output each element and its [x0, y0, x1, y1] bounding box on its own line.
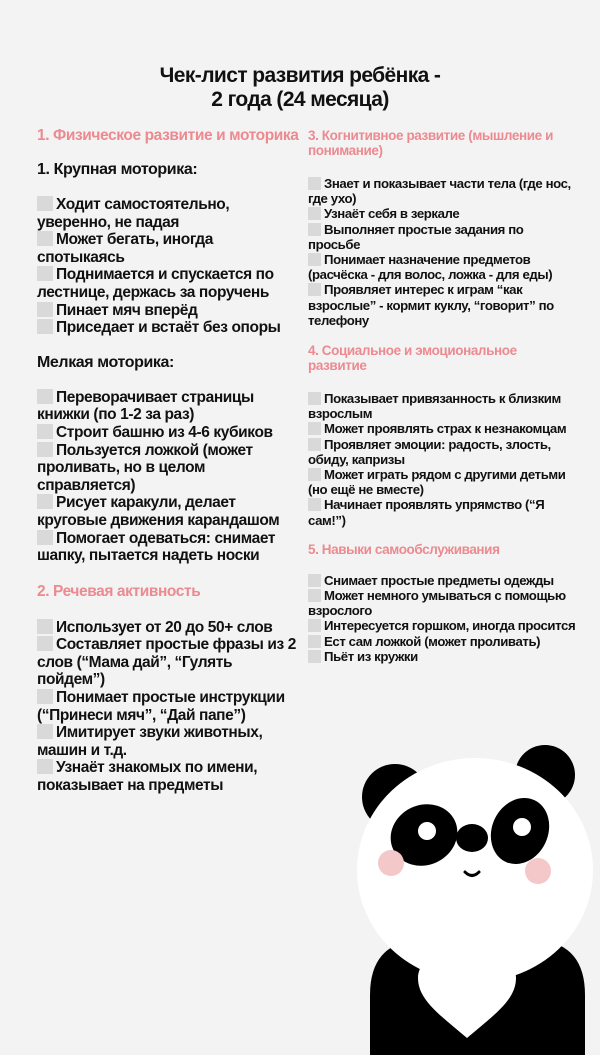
checkbox[interactable] [37, 424, 53, 439]
speech-list [37, 619, 299, 795]
checklist-item: Приседает и встаёт без опоры [37, 319, 299, 337]
checklist-item: Строит башню из 4-6 кубиков [37, 424, 299, 442]
checklist-item: Может немного умываться с помощью взрослого [308, 588, 566, 619]
checklist-item: Показывает привязанность к близким взрослым [308, 391, 561, 422]
checkbox[interactable] [308, 392, 321, 405]
checkbox[interactable] [37, 759, 53, 774]
checkbox[interactable] [37, 724, 53, 739]
section-social-title: 4. Социальное и эмоциональное развитие [308, 343, 517, 374]
checkbox[interactable] [308, 619, 321, 632]
panda-right-cheek [525, 858, 551, 884]
checklist-item: Интересуется горшком, иногда просится [308, 618, 578, 633]
panda-left-cheek [378, 850, 404, 876]
gross-motor-list [37, 196, 299, 337]
checkbox[interactable] [37, 689, 53, 704]
checkbox[interactable] [37, 302, 53, 317]
checklist-item: Узнаёт себя в зеркале [308, 206, 578, 221]
checkbox[interactable] [37, 231, 53, 246]
checklist-item: Ходит самостоятельно, уверенно, не падая [37, 196, 230, 231]
selfcare-list [308, 573, 578, 664]
checklist-item: Имитирует звуки животных, машин и т.д. [37, 724, 263, 759]
checklist-item: Может играть рядом с другими детьми (но ещё не вместе) [308, 467, 566, 498]
checkbox[interactable] [308, 650, 321, 663]
checklist-item: Проявляет интерес к играм “как взрослые” - кормит куклу, “говорит” по телефону [308, 282, 554, 328]
checklist-item: Знает и показывает части тела (где нос, где ухо) [308, 176, 571, 207]
checklist-item: Пользуется ложкой (может проливать, но в целом справляется) [37, 441, 253, 494]
checklist-item: Рисует каракули, делает круговые движения карандашом [37, 494, 280, 529]
checklist-item: Пинает мяч вперёд [37, 302, 299, 320]
fine-motor-title: Мелкая моторика: [37, 353, 174, 371]
page-title [100, 64, 500, 112]
section-physical-title: 1. Физическое развитие и моторика [37, 127, 299, 144]
checklist-item: Поднимается и спускается по лестнице, держась за поручень [37, 266, 274, 301]
checkbox[interactable] [37, 636, 53, 651]
checklist-item: Может бегать, иногда спотыкаясь [37, 231, 213, 266]
checklist-item: Понимает назначение предметов (расчёска - для волос, ложка - для еды) [308, 252, 553, 283]
panda-illustration [340, 745, 600, 1055]
checkbox[interactable] [37, 530, 53, 545]
checkbox[interactable] [37, 196, 53, 211]
checkbox[interactable] [37, 494, 53, 509]
panda-left-eye [418, 822, 436, 840]
section-speech-title: 2. Речевая активность [37, 582, 201, 600]
checkbox[interactable] [308, 207, 321, 220]
checkbox[interactable] [308, 589, 321, 602]
checkbox[interactable] [308, 422, 321, 435]
panda-nose [456, 824, 488, 852]
checklist-item: Снимает простые предметы одежды [308, 573, 578, 588]
checklist-item: Понимает простые инструкции (“Принеси мяч”, “Дай папе”) [37, 689, 285, 724]
checklist-item: Выполняет простые задания по просьбе [308, 221, 524, 252]
checklist-item: Составляет простые фразы из 2 слов (“Мама дай”, “Гулять пойдем”) [37, 636, 296, 689]
left-column [37, 127, 299, 795]
title-line-1: Чек-лист развития ребёнка - [159, 64, 441, 87]
checklist-item: Начинает проявлять упрямство (“Я сам!”) [308, 497, 545, 528]
checkbox[interactable] [37, 389, 53, 404]
checkbox[interactable] [308, 283, 321, 296]
checklist-item: Ест сам ложкой (может проливать) [308, 634, 578, 649]
checkbox[interactable] [37, 319, 53, 334]
title-line-2: 2 года (24 месяца) [211, 88, 389, 111]
checklist-item: Проявляет эмоции: радость, злость, обиду, капризы [308, 436, 551, 467]
checklist-item: Помогает одеваться: снимает шапку, пытается надеть носки [37, 529, 276, 565]
checkbox[interactable] [308, 498, 321, 511]
section-selfcare-title: 5. Навыки самообслуживания [308, 541, 500, 557]
right-column [308, 128, 578, 664]
checkbox[interactable] [308, 223, 321, 236]
section-cognitive-title: 3. Когнитивное развитие (мышление и понимание) [308, 128, 554, 158]
checklist-item: Пьёт из кружки [308, 649, 578, 664]
checkbox[interactable] [308, 574, 321, 587]
checklist-item: Может проявлять страх к незнакомцам [308, 421, 578, 436]
checkbox[interactable] [308, 177, 321, 190]
panda-right-eye [513, 818, 531, 836]
checklist-item: Узнаёт знакомых по имени, показывает на предметы [37, 759, 258, 795]
checkbox[interactable] [308, 635, 321, 648]
checklist-item: Переворачивает страницы книжки (по 1-2 за раз) [37, 388, 254, 424]
checklist-item: Использует от 20 до 50+ слов [37, 619, 299, 637]
gross-motor-title: 1. Крупная моторика: [37, 161, 198, 178]
fine-motor-list [37, 389, 299, 565]
cognitive-list [308, 176, 578, 328]
checkbox[interactable] [308, 468, 321, 481]
checkbox[interactable] [308, 438, 321, 451]
checkbox[interactable] [37, 266, 53, 281]
checkbox[interactable] [308, 253, 321, 266]
checkbox[interactable] [37, 442, 53, 457]
social-list [308, 391, 578, 528]
checkbox[interactable] [37, 619, 53, 634]
